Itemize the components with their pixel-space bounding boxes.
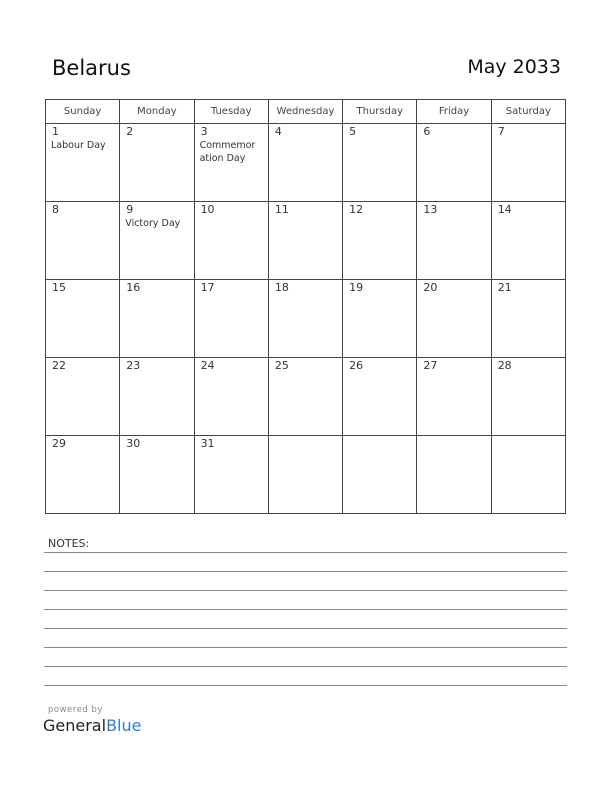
brand-logo bbox=[43, 716, 141, 735]
day-cell bbox=[268, 436, 342, 514]
weekday-header-row bbox=[46, 100, 566, 124]
notes-line bbox=[44, 590, 567, 591]
day-cell bbox=[491, 280, 565, 358]
day-number: 29 bbox=[52, 437, 66, 450]
week-row bbox=[46, 436, 566, 514]
day-cell bbox=[194, 358, 268, 436]
day-cell bbox=[491, 436, 565, 514]
holiday-label: Commemor ation Day bbox=[199, 140, 256, 164]
day-cell bbox=[46, 124, 120, 202]
day-number: 5 bbox=[349, 125, 357, 138]
day-cell bbox=[417, 280, 491, 358]
day-number: 9 bbox=[126, 203, 134, 216]
weekday-saturday: Saturday bbox=[491, 100, 565, 124]
day-number: 3 bbox=[200, 125, 208, 138]
calendar-grid bbox=[45, 99, 566, 514]
day-number: 13 bbox=[423, 203, 438, 216]
day-number: 26 bbox=[349, 359, 364, 372]
notes-line bbox=[44, 571, 567, 572]
day-number: 31 bbox=[200, 437, 215, 450]
weekday-monday: Monday bbox=[120, 100, 194, 124]
day-cell bbox=[268, 124, 342, 202]
month-year-title: May 2033 bbox=[467, 56, 561, 78]
weekday-friday: Friday bbox=[417, 100, 491, 124]
day-cell bbox=[343, 280, 417, 358]
day-number: 25 bbox=[274, 359, 289, 372]
day-number: 20 bbox=[423, 281, 438, 294]
day-cell bbox=[417, 202, 491, 280]
day-cell bbox=[120, 436, 194, 514]
day-number: 18 bbox=[274, 281, 289, 294]
day-number: 10 bbox=[200, 203, 215, 216]
day-number: 22 bbox=[52, 359, 66, 372]
day-cell bbox=[417, 124, 491, 202]
day-cell bbox=[194, 124, 268, 202]
brand-general: General bbox=[43, 716, 107, 735]
day-cell bbox=[268, 358, 342, 436]
notes-line bbox=[44, 628, 567, 629]
day-cell bbox=[491, 124, 565, 202]
week-row bbox=[46, 124, 566, 202]
day-number: 7 bbox=[497, 125, 505, 138]
day-number: 16 bbox=[126, 281, 141, 294]
day-number: 19 bbox=[349, 281, 364, 294]
day-number: 30 bbox=[126, 437, 141, 450]
day-number: 28 bbox=[497, 359, 512, 372]
day-cell bbox=[120, 280, 194, 358]
day-number: 1 bbox=[52, 125, 59, 138]
notes-line bbox=[44, 609, 567, 610]
weekday-thursday: Thursday bbox=[343, 100, 417, 124]
day-cell bbox=[120, 124, 194, 202]
notes-line bbox=[44, 647, 567, 648]
day-cell bbox=[343, 436, 417, 514]
day-number: 2 bbox=[126, 125, 134, 138]
brand-blue: Blue bbox=[106, 716, 142, 735]
week-row bbox=[46, 202, 566, 280]
day-number: 6 bbox=[423, 125, 431, 138]
notes-line bbox=[44, 685, 567, 686]
notes-line bbox=[44, 666, 567, 667]
weekday-tuesday: Tuesday bbox=[194, 100, 268, 124]
day-cell bbox=[343, 124, 417, 202]
week-row bbox=[46, 358, 566, 436]
day-number: 17 bbox=[200, 281, 215, 294]
day-number: 21 bbox=[497, 281, 512, 294]
day-number: 12 bbox=[349, 203, 364, 216]
day-number: 24 bbox=[200, 359, 215, 372]
day-number: 27 bbox=[423, 359, 438, 372]
powered-by-text: powered by bbox=[48, 705, 103, 715]
day-cell bbox=[46, 280, 120, 358]
notes-line bbox=[44, 552, 567, 553]
country-title: Belarus bbox=[52, 56, 131, 80]
day-cell bbox=[46, 202, 120, 280]
day-cell bbox=[120, 358, 194, 436]
day-cell bbox=[46, 358, 120, 436]
day-number: 23 bbox=[126, 359, 141, 372]
day-number: 4 bbox=[274, 125, 282, 138]
day-cell bbox=[194, 280, 268, 358]
day-number: 8 bbox=[52, 203, 59, 216]
day-number: 14 bbox=[497, 203, 512, 216]
day-cell bbox=[120, 202, 194, 280]
day-cell bbox=[268, 280, 342, 358]
day-cell bbox=[491, 202, 565, 280]
weekday-wednesday: Wednesday bbox=[268, 100, 342, 124]
holiday-label: Labour Day bbox=[51, 140, 106, 151]
day-cell bbox=[343, 202, 417, 280]
notes-label: NOTES: bbox=[48, 537, 90, 550]
day-cell bbox=[491, 358, 565, 436]
day-cell bbox=[417, 436, 491, 514]
day-number: 15 bbox=[52, 281, 66, 294]
day-cell bbox=[194, 436, 268, 514]
weekday-sunday: Sunday bbox=[46, 100, 120, 124]
day-cell bbox=[417, 358, 491, 436]
day-number: 11 bbox=[274, 203, 289, 216]
holiday-label: Victory Day bbox=[125, 218, 181, 229]
day-cell bbox=[46, 436, 120, 514]
day-cell bbox=[268, 202, 342, 280]
day-cell bbox=[343, 358, 417, 436]
day-cell bbox=[194, 202, 268, 280]
week-row bbox=[46, 280, 566, 358]
